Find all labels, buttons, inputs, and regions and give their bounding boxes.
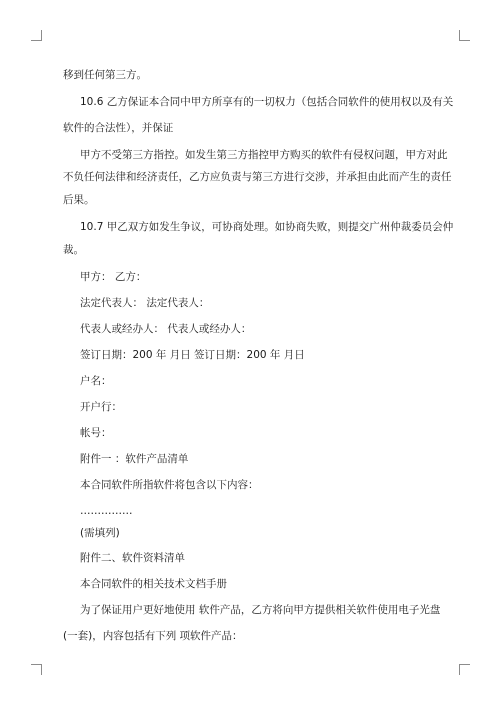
clause-10-7-line-1: 10.7 甲乙双方如发生争议，可协商处理。如协商失败，则提交广州仲裁委员会仲 (80, 221, 454, 233)
appendix-1-body: 本合同软件所指软件将包含以下内容： (80, 479, 259, 491)
account-name-line: 户名： (80, 375, 112, 387)
crop-mark-top-right (459, 30, 470, 41)
paragraph-line: 为了保证用户更好地使用 软件产品，乙方将向甲方提供相关软件使用电子光盘 (80, 604, 441, 616)
paragraph-line: 后果。 (63, 194, 95, 206)
paragraph-line: 不负任何法律和经济责任，乙方应负责与第三方进行交涉，并承担由此而产生的责任 (63, 171, 452, 183)
paragraph-line: 移到任何第三方。 (63, 69, 147, 81)
appendix-2-body: 本合同软件的相关技术文档手册 (80, 578, 227, 590)
party-label-line: 甲方： 乙方： (80, 271, 147, 283)
fill-in-note: (需填列) (80, 527, 120, 539)
ellipsis-line: …………… (80, 505, 133, 517)
appendix-2-heading: 附件二、软件资料清单 (80, 552, 185, 564)
legal-representative-line: 法定代表人： 法定代表人： (80, 297, 210, 309)
clause-10-6-line-2: 软件的合法性），并保证 (63, 122, 174, 134)
bank-line: 开户行： (80, 401, 122, 413)
agent-line: 代表人或经办人： 代表人或经办人： (80, 323, 252, 335)
clause-10-7-line-2: 裁。 (63, 244, 84, 256)
crop-mark-top-left (31, 30, 42, 41)
account-number-line: 帐号： (80, 427, 112, 439)
paragraph-line: 甲方不受第三方指控。如发生第三方指控甲方购买的软件有侵权问题，甲方对此 (80, 149, 448, 161)
paragraph-line: (一套)，内容包括有下列 项软件产品： (63, 630, 243, 642)
clause-10-6-line-1: 10.6 乙方保证本合同中甲方所享有的一切权力（包括合同软件的使用权以及有关 (80, 96, 454, 108)
crop-mark-bottom-right (459, 664, 470, 675)
crop-mark-bottom-left (31, 664, 42, 675)
signing-date-line: 签订日期：200 年 月日 签订日期：200 年 月日 (80, 349, 305, 361)
appendix-1-heading: 附件一 ：软件产品清单 (80, 453, 189, 465)
